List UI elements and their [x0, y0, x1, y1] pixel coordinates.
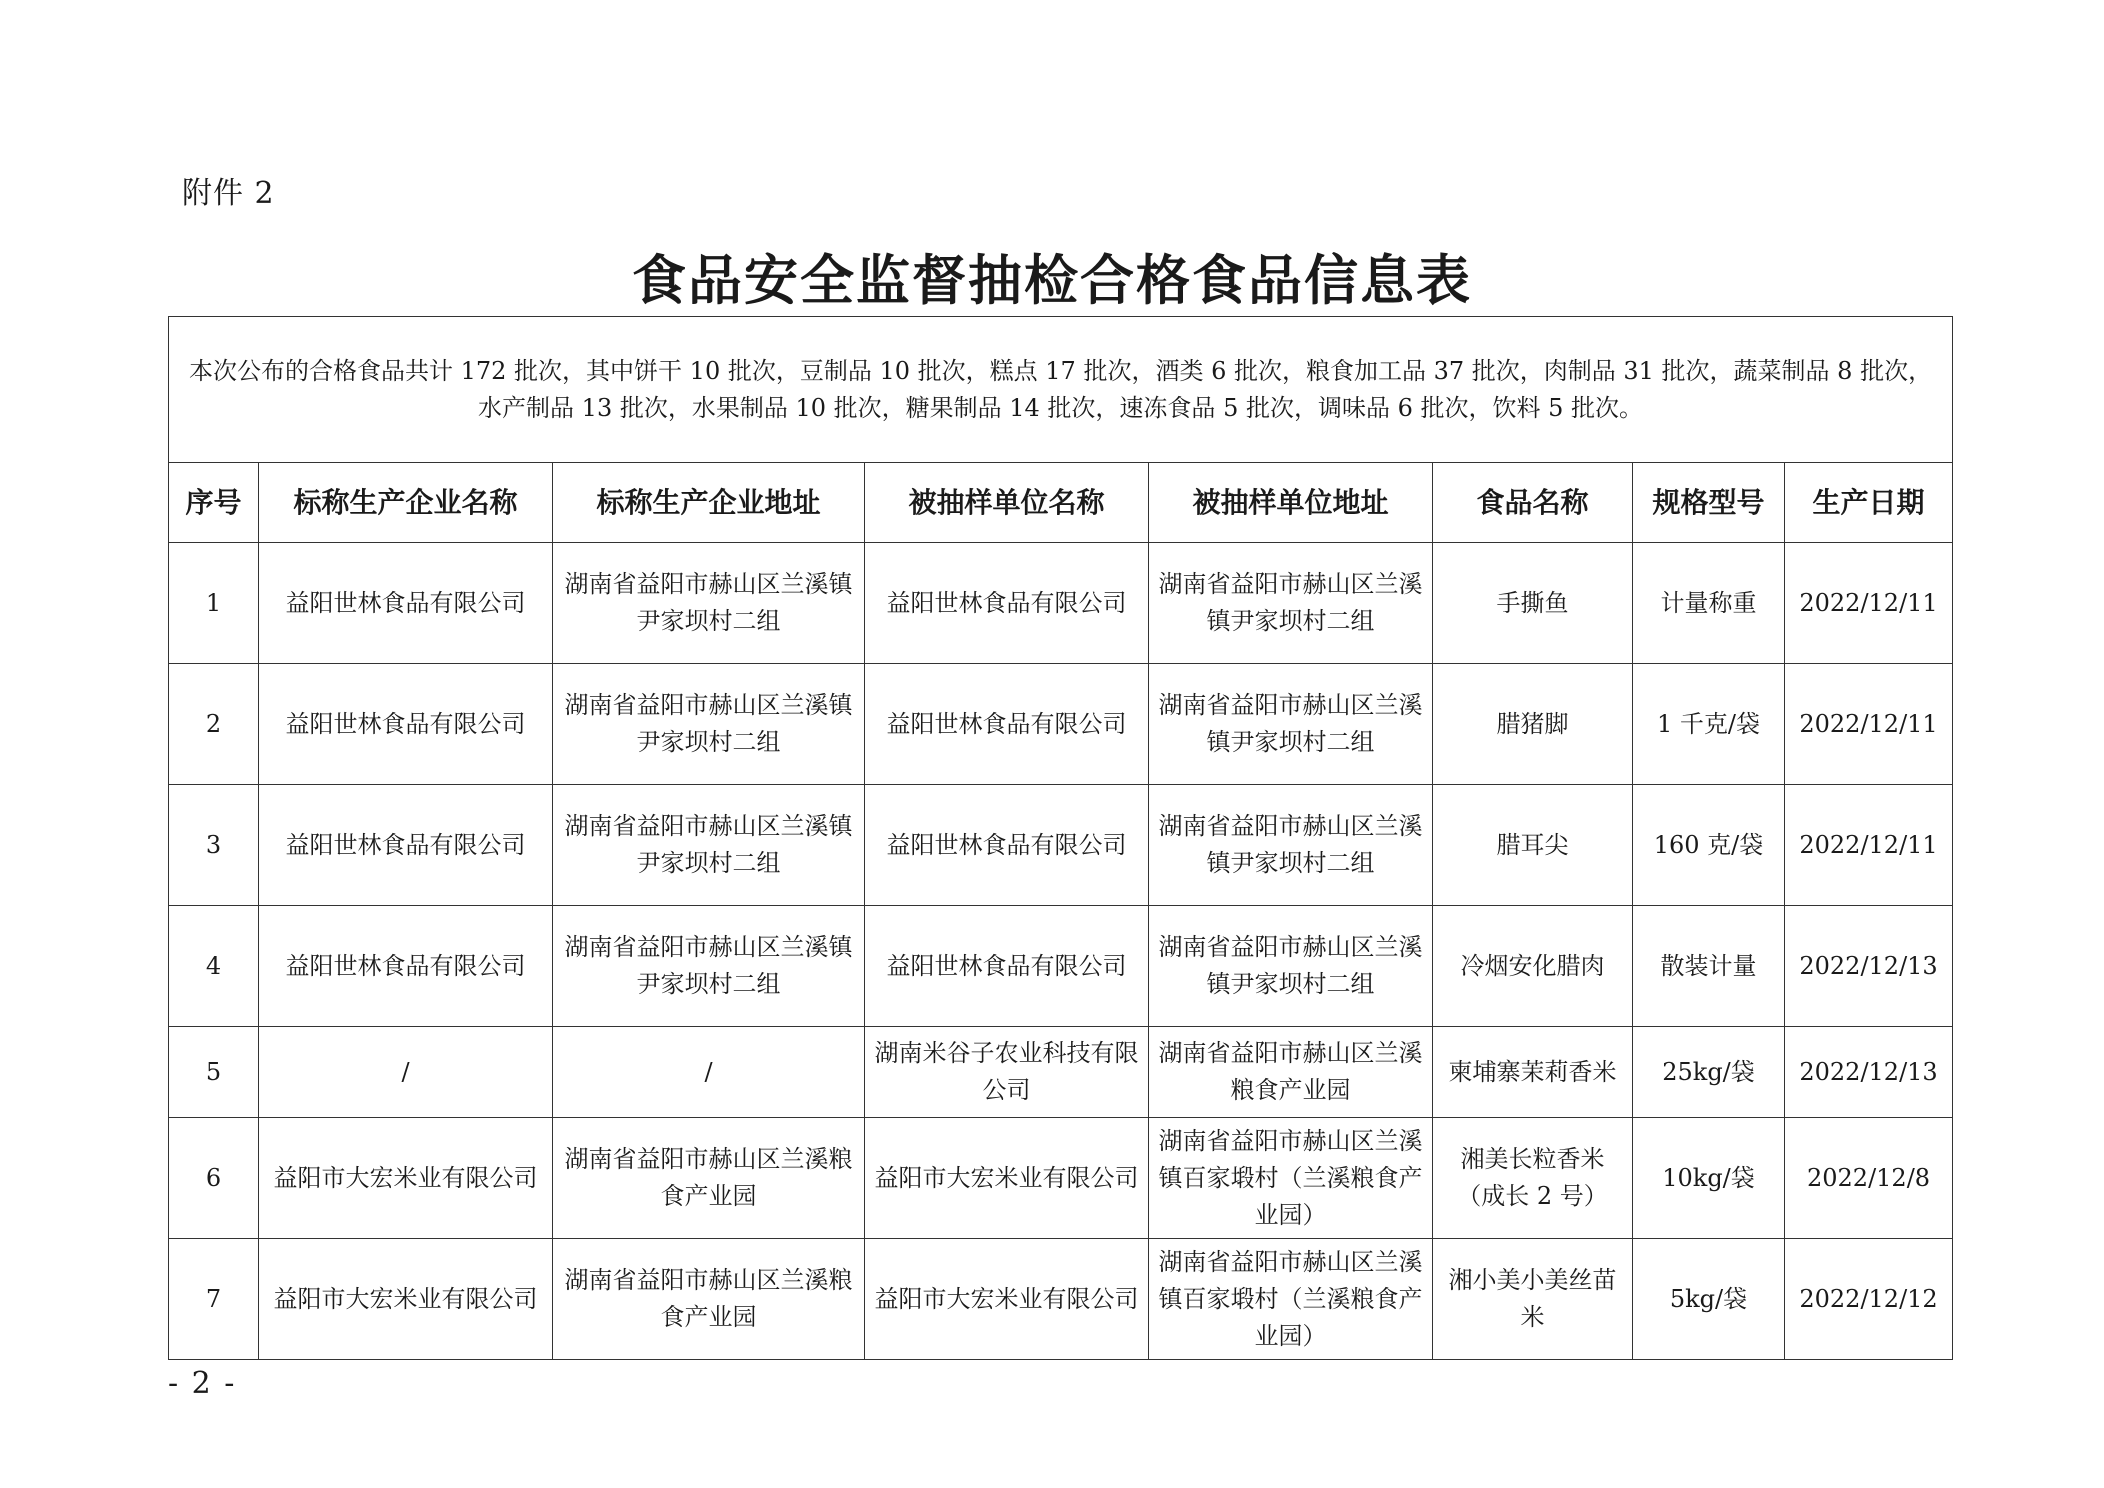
cell-production-date: 2022/12/11: [1785, 543, 1953, 664]
header-sampled-address: 被抽样单位地址: [1149, 463, 1433, 543]
cell-sampled-unit: 益阳市大宏米业有限公司: [865, 1239, 1149, 1360]
cell-sampled-unit: 益阳世林食品有限公司: [865, 664, 1149, 785]
cell-food-name: 手撕鱼: [1433, 543, 1633, 664]
header-manufacturer-address: 标称生产企业地址: [553, 463, 865, 543]
cell-sampled-unit: 益阳世林食品有限公司: [865, 906, 1149, 1027]
table-row: [169, 543, 1953, 664]
header-food-name: 食品名称: [1433, 463, 1633, 543]
cell-manufacturer: 益阳世林食品有限公司: [259, 785, 553, 906]
cell-manufacturer-address: /: [553, 1027, 865, 1118]
cell-manufacturer: 益阳世林食品有限公司: [259, 543, 553, 664]
cell-manufacturer-address: 湖南省益阳市赫山区兰溪镇尹家坝村二组: [553, 543, 865, 664]
table-row: [169, 785, 1953, 906]
header-no: 序号: [169, 463, 259, 543]
cell-production-date: 2022/12/11: [1785, 664, 1953, 785]
cell-sampled-address: 湖南省益阳市赫山区兰溪镇尹家坝村二组: [1149, 543, 1433, 664]
page-number: - 2 -: [168, 1366, 237, 1401]
cell-manufacturer: 益阳世林食品有限公司: [259, 664, 553, 785]
cell-no: 7: [169, 1239, 259, 1360]
cell-spec: 1 千克/袋: [1633, 664, 1785, 785]
cell-manufacturer: /: [259, 1027, 553, 1118]
cell-sampled-unit: 益阳世林食品有限公司: [865, 785, 1149, 906]
table-header-row: [169, 463, 1953, 543]
cell-sampled-address: 湖南省益阳市赫山区兰溪镇尹家坝村二组: [1149, 906, 1433, 1027]
cell-food-name: 湘美长粒香米（成长 2 号）: [1433, 1118, 1633, 1239]
cell-spec: 160 克/袋: [1633, 785, 1785, 906]
cell-food-name: 湘小美小美丝苗米: [1433, 1239, 1633, 1360]
cell-food-name: 柬埔寨茉莉香米: [1433, 1027, 1633, 1118]
cell-spec: 5kg/袋: [1633, 1239, 1785, 1360]
cell-manufacturer-address: 湖南省益阳市赫山区兰溪镇尹家坝村二组: [553, 664, 865, 785]
cell-no: 3: [169, 785, 259, 906]
cell-spec: 散装计量: [1633, 906, 1785, 1027]
table-row: [169, 1027, 1953, 1118]
header-production-date: 生产日期: [1785, 463, 1953, 543]
summary-row: [169, 317, 1953, 463]
cell-no: 2: [169, 664, 259, 785]
header-manufacturer: 标称生产企业名称: [259, 463, 553, 543]
cell-manufacturer-address: 湖南省益阳市赫山区兰溪粮食产业园: [553, 1118, 865, 1239]
cell-manufacturer: 益阳市大宏米业有限公司: [259, 1239, 553, 1360]
cell-manufacturer: 益阳世林食品有限公司: [259, 906, 553, 1027]
cell-manufacturer-address: 湖南省益阳市赫山区兰溪镇尹家坝村二组: [553, 906, 865, 1027]
summary-text: 本次公布的合格食品共计 172 批次，其中饼干 10 批次，豆制品 10 批次，糕点 17 批次，酒类 6 批次，粮食加工品 37 批次，肉制品 31 批次，蔬菜制品 8 批次，水产制品 13 批次，水果制品 10 批次，糖果制品 14 批次，速冻食品 5 批次，调味品 6 批次，饮料 5 批次。: [169, 317, 1953, 463]
cell-spec: 计量称重: [1633, 543, 1785, 664]
cell-production-date: 2022/12/13: [1785, 1027, 1953, 1118]
cell-production-date: 2022/12/8: [1785, 1118, 1953, 1239]
table-row: [169, 1118, 1953, 1239]
cell-sampled-address: 湖南省益阳市赫山区兰溪镇尹家坝村二组: [1149, 664, 1433, 785]
cell-spec: 10kg/袋: [1633, 1118, 1785, 1239]
cell-no: 6: [169, 1118, 259, 1239]
cell-production-date: 2022/12/11: [1785, 785, 1953, 906]
cell-sampled-unit: 湖南米谷子农业科技有限公司: [865, 1027, 1149, 1118]
table-row: [169, 664, 1953, 785]
cell-food-name: 腊猪脚: [1433, 664, 1633, 785]
cell-no: 1: [169, 543, 259, 664]
cell-no: 4: [169, 906, 259, 1027]
cell-production-date: 2022/12/12: [1785, 1239, 1953, 1360]
cell-no: 5: [169, 1027, 259, 1118]
cell-food-name: 冷烟安化腊肉: [1433, 906, 1633, 1027]
cell-sampled-unit: 益阳市大宏米业有限公司: [865, 1118, 1149, 1239]
cell-sampled-address: 湖南省益阳市赫山区兰溪镇百家塅村（兰溪粮食产业园）: [1149, 1239, 1433, 1360]
cell-sampled-unit: 益阳世林食品有限公司: [865, 543, 1149, 664]
cell-production-date: 2022/12/13: [1785, 906, 1953, 1027]
cell-food-name: 腊耳尖: [1433, 785, 1633, 906]
document-title: 食品安全监督抽检合格食品信息表: [632, 249, 1472, 312]
cell-sampled-address: 湖南省益阳市赫山区兰溪镇百家塅村（兰溪粮食产业园）: [1149, 1118, 1433, 1239]
header-sampled-unit: 被抽样单位名称: [865, 463, 1149, 543]
cell-manufacturer-address: 湖南省益阳市赫山区兰溪镇尹家坝村二组: [553, 785, 865, 906]
cell-sampled-address: 湖南省益阳市赫山区兰溪镇尹家坝村二组: [1149, 785, 1433, 906]
cell-manufacturer: 益阳市大宏米业有限公司: [259, 1118, 553, 1239]
attachment-label: 附件 2: [182, 176, 275, 211]
qualified-food-table: [168, 316, 1953, 1360]
table-row: [169, 1239, 1953, 1360]
cell-sampled-address: 湖南省益阳市赫山区兰溪粮食产业园: [1149, 1027, 1433, 1118]
table-row: [169, 906, 1953, 1027]
header-spec: 规格型号: [1633, 463, 1785, 543]
cell-manufacturer-address: 湖南省益阳市赫山区兰溪粮食产业园: [553, 1239, 865, 1360]
cell-spec: 25kg/袋: [1633, 1027, 1785, 1118]
